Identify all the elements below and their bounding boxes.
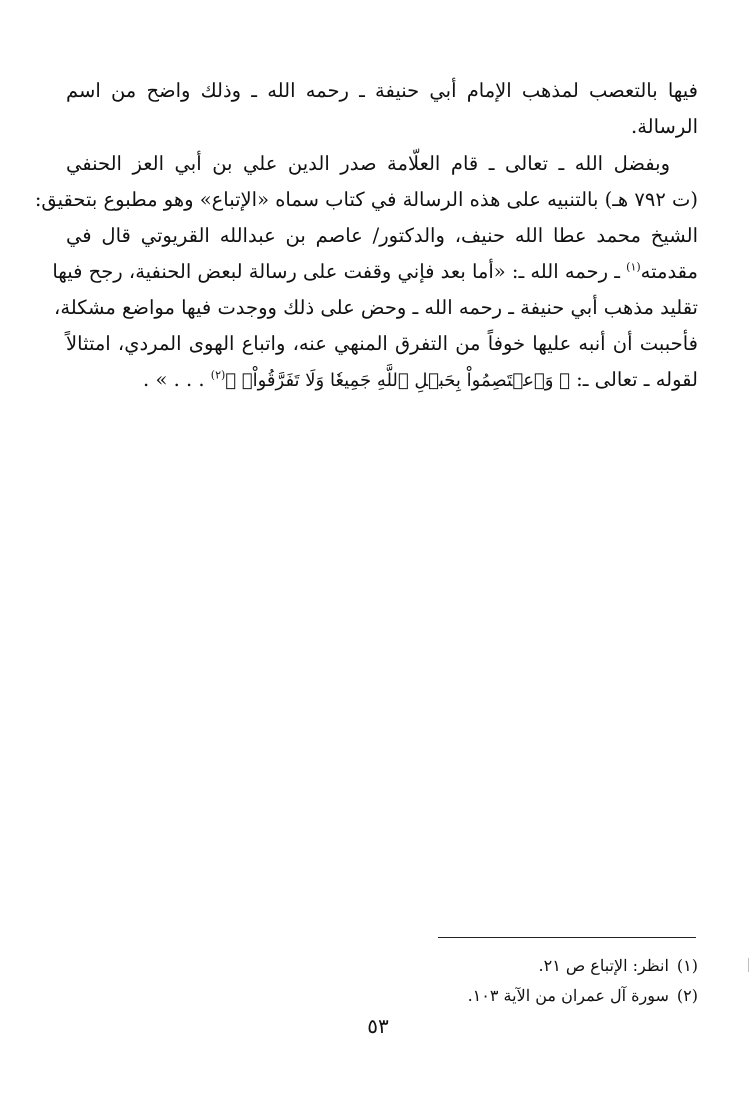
footnote-1 xyxy=(300,951,698,981)
footnote-divider xyxy=(438,937,696,938)
paragraph-2 xyxy=(34,146,698,399)
footnotes-section xyxy=(300,951,698,1011)
footnote-1-number: (١) xyxy=(676,956,698,975)
paragraph-1-line-1: فيها بالتعصب لمذهب الإمام أبي حنيفة ـ رحمه الله ـ وذلك واضح من اسم xyxy=(66,79,698,102)
paragraph-1 xyxy=(66,73,698,145)
paragraph-2-line-5: تقليد مذهب أبي حنيفة ـ رحمه الله ـ وحض على ذلك ووجدت فيها مواضع مشكلة، xyxy=(54,296,698,319)
paragraph-2-line-7 xyxy=(66,362,698,399)
paragraph-2-line-2: (ت ٧٩٢ هـ) بالتنبيه على هذه الرسالة في كتاب سماه «الإتباع» وهو مطبوع بتحقيق: xyxy=(34,188,698,211)
footnote-reference-2[interactable]: (٢) xyxy=(210,368,226,382)
paragraph-2-line-6: فأحببت أن أنبه عليها خوفاً من التفرق المنهي عنه، واتباع الهوى المردي، امتثالاً xyxy=(66,332,698,355)
line-7-text-start: لقوله ـ تعالى ـ: xyxy=(569,368,698,391)
footnote-2-text: سورة آل عمران من الآية ١٠٣. xyxy=(467,986,669,1005)
margin-mark xyxy=(748,958,749,972)
footnote-reference-1[interactable]: (١) xyxy=(626,260,641,274)
footnote-2-number: (٢) xyxy=(676,986,698,1005)
line-4-text-start: مقدمته xyxy=(640,260,698,283)
footnote-1-text: انظر: الإتباع ص ٢١. xyxy=(538,956,669,975)
paragraph-2-line-1: وبفضل الله ـ تعالى ـ قام العلّامة صدر الدين علي بن أبي العز الحنفي xyxy=(66,152,670,175)
paragraph-2-line-4 xyxy=(52,254,698,290)
paragraph-1-line-2: الرسالة. xyxy=(631,115,698,138)
line-4-text-end: ـ رحمه الله ـ: «أما بعد فإني وقفت على رسالة لبعض الحنفية، رجح فيها xyxy=(52,260,627,283)
paragraph-2-line-3: الشيخ محمد عطا الله حنيف، والدكتور/ عاصم بن عبدالله القريوتي قال في xyxy=(66,224,698,247)
footnote-2 xyxy=(300,981,698,1011)
quran-verse: ﴿ وَٱعۡتَصِمُواْ بِحَبۡلِ ٱللَّهِ جَمِيعٗا وَلَا تَفَرَّقُواْۚ ﴾ xyxy=(225,370,570,391)
page-number: ٥٣ xyxy=(367,1014,389,1038)
line-7-text-end: . . . » . xyxy=(143,368,211,391)
